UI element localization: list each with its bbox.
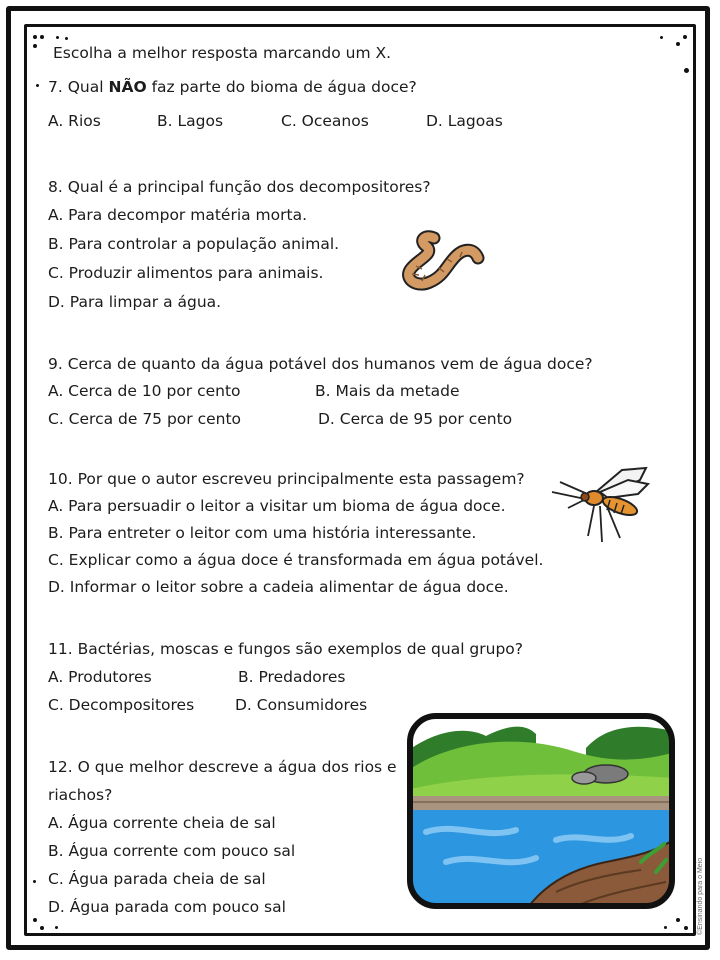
q11-option-c[interactable]: C. Decompositores <box>48 696 195 714</box>
q11-option-d[interactable]: D. Consumidores <box>235 696 368 714</box>
question-11: 11. Bactérias, moscas e fungos são exemplos de qual grupo? <box>48 640 524 658</box>
q11-option-a[interactable]: A. Produtores <box>48 668 152 686</box>
q8-option-b[interactable]: B. Para controlar a população animal. <box>48 235 340 253</box>
worm-illustration <box>396 226 488 292</box>
q12-option-d[interactable]: D. Água parada com pouco sal <box>48 898 286 916</box>
question-12-line-2: riachos? <box>48 786 113 804</box>
q12-option-c[interactable]: C. Água parada cheia de sal <box>48 870 266 888</box>
q9-option-a[interactable]: A. Cerca de 10 por cento <box>48 382 241 400</box>
q10-option-d[interactable]: D. Informar o leitor sobre a cadeia alimentar de água doce. <box>48 578 509 596</box>
question-9: 9. Cerca de quanto da água potável dos humanos vem de água doce? <box>48 355 593 373</box>
q8-option-a[interactable]: A. Para decompor matéria morta. <box>48 206 308 224</box>
q9-option-b[interactable]: B. Mais da metade <box>315 382 460 400</box>
q8-option-c[interactable]: C. Produzir alimentos para animais. <box>48 264 324 282</box>
q7-option-b[interactable]: B. Lagos <box>157 112 224 130</box>
q7-option-d[interactable]: D. Lagoas <box>426 112 503 130</box>
q7-option-c[interactable]: C. Oceanos <box>281 112 369 130</box>
q7-option-a[interactable]: A. Rios <box>48 112 101 130</box>
q12-option-a[interactable]: A. Água corrente cheia de sal <box>48 814 276 832</box>
question-12-line-1: 12. O que melhor descreve a água dos rios e <box>48 758 397 776</box>
question-10: 10. Por que o autor escreveu principalmente esta passagem? <box>48 470 525 488</box>
q10-option-c[interactable]: C. Explicar como a água doce é transformada em água potável. <box>48 551 544 569</box>
q10-option-b[interactable]: B. Para entreter o leitor com uma história interessante. <box>48 524 477 542</box>
question-7: 7. Qual NÃO faz parte do bioma de água doce? <box>48 78 417 96</box>
river-illustration <box>406 712 676 910</box>
q9-option-c[interactable]: C. Cerca de 75 por cento <box>48 410 242 428</box>
credit-text: ©Ensinando para o Meio <box>697 857 704 935</box>
instruction: Escolha a melhor resposta marcando um X. <box>53 44 392 62</box>
q11-option-b[interactable]: B. Predadores <box>238 668 346 686</box>
question-8: 8. Qual é a principal função dos decompositores? <box>48 178 431 196</box>
q12-option-b[interactable]: B. Água corrente com pouco sal <box>48 842 296 860</box>
q10-option-a[interactable]: A. Para persuadir o leitor a visitar um bioma de água doce. <box>48 497 506 515</box>
q9-option-d[interactable]: D. Cerca de 95 por cento <box>318 410 513 428</box>
q8-option-d[interactable]: D. Para limpar a água. <box>48 293 222 311</box>
mosquito-illustration <box>550 462 652 544</box>
